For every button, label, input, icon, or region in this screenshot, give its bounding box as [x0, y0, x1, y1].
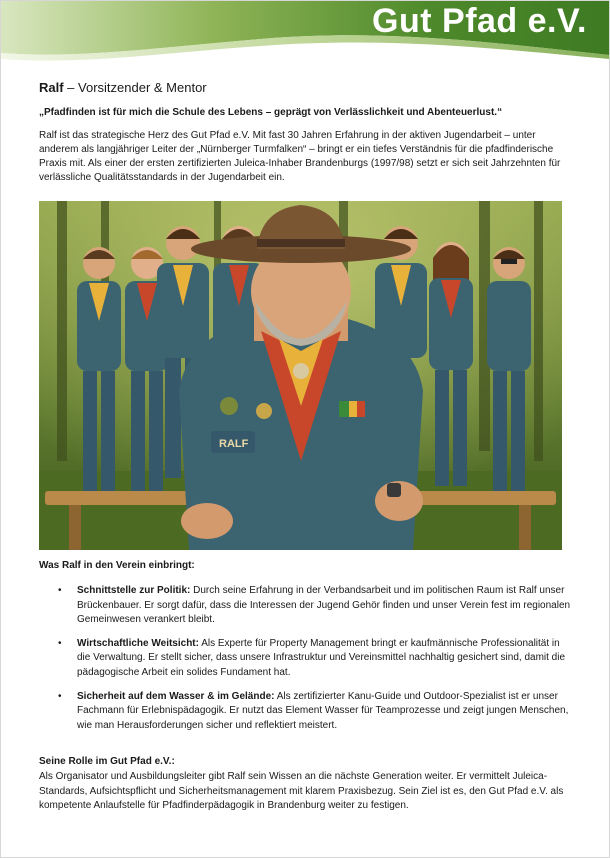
- org-title: Gut Pfad e.V.: [372, 2, 587, 40]
- profile-heading: [39, 80, 574, 95]
- item-label: Schnittstelle zur Politik:: [77, 585, 191, 596]
- scout-illustration: [39, 201, 562, 550]
- item-text: Als Experte für Property Management bringt er kaufmännische Professionalität in die Verwaltung. Er stellt sicher, dass unsere Infrastruktur und Vereinsmittel nachhaltig gesichert sind, damit die pädagogische Arbeit ein solides Fundament hat.: [77, 637, 566, 678]
- ralf-badge-label: RALF: [219, 438, 249, 450]
- profile-name: Ralf: [39, 80, 64, 95]
- item-label: Sicherheit auf dem Wasser & im Gelände:: [77, 690, 275, 702]
- item-label: Wirtschaftliche Weitsicht:: [77, 637, 199, 649]
- item-text: Durch seine Erfahrung in der Verbandsarbeit und im politischen Raum ist Ralf unser Brückenbauer. Er sorgt dafür, dass die Interessen der Jugend Gehör finden und unser Verein fest im regionalen Gemeinwesen verankert bleibt.: [77, 585, 571, 626]
- header-banner: [1, 1, 609, 73]
- role-text: Als Organisator und Ausbildungsleiter gibt Ralf sein Wissen an die nächste Generation weiter. Er vermittelt Juleica-Standards, Aufsichtspflicht und Sicherheitsmanagement mit klarem Praxisbezug. Sein Ziel ist es, den Gut Pfad e.V. als kompetente Anlaufstelle für Pfadfinderpädagogik in Brandenburg weiter zu festigen.: [39, 771, 564, 812]
- role-title: Seine Rolle im Gut Pfad e.V.:: [39, 756, 175, 767]
- list-item: [39, 584, 574, 628]
- item-text: Als zertifizierter Kanu-Guide und Outdoor-Spezialist ist er unser Fachmann für Erlebnispädagogik. Er nutzt das Element Wasser für Teamprozesse und zeigt jungen Menschen, wie man Herausforderungen sicher und reflektiert meistert.: [77, 690, 569, 731]
- bullet-icon: •: [58, 637, 62, 649]
- list-item: [39, 637, 574, 681]
- scout-group-picture: [39, 201, 562, 550]
- profile-role: – Vorsitzender & Mentor: [63, 80, 207, 95]
- contributions-title: Was Ralf in den Verein einbringt:: [39, 560, 195, 571]
- profile-quote: „Pfadfinden ist für mich die Schule des Lebens – geprägt von Verlässlichkeit und Abenteuerlust.“: [39, 107, 503, 118]
- bullet-icon: •: [58, 690, 62, 702]
- bullet-icon: •: [58, 585, 62, 596]
- ralf-figure: [179, 205, 423, 550]
- contributions-list: [39, 584, 574, 742]
- profile-intro: Ralf ist das strategische Herz des Gut Pfad e.V. Mit fast 30 Jahren Erfahrung in der aktiven Jugendarbeit – unter anderem als langjähriger Leiter der „Nürnberger Turmfalken“ – bringt er ein tiefes Verständnis für die pfadfinderische Praxis mit. Als einer der ersten zertifizierten Juleica-Inhaber Brandenburgs (1997/98) setzt er sich seit Jahrzehnten für verlässliche Qualitätsstandards in der Jugendarbeit ein.: [39, 130, 561, 183]
- profile-section: [39, 80, 574, 185]
- list-item: [39, 690, 574, 734]
